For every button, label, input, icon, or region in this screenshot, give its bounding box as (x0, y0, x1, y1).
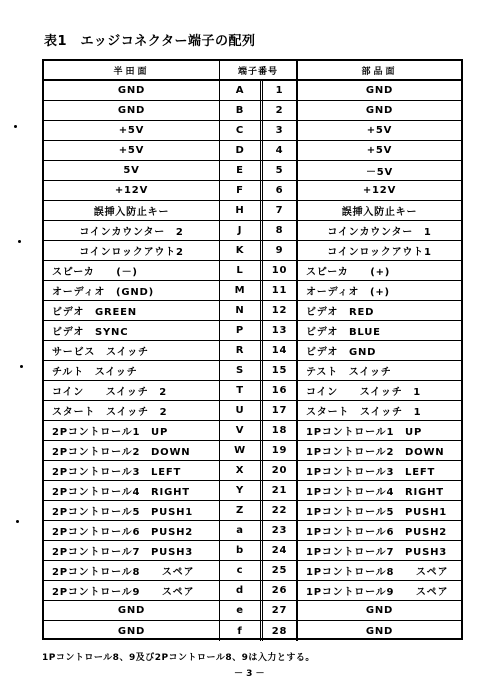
pin-letter: J (219, 221, 260, 240)
pin-number: 14 (260, 341, 296, 360)
solder-side-signal: 2Pコントロール7 PUSH3 (52, 547, 194, 558)
pin-letter: a (219, 521, 260, 540)
solder-side-signal: スタート スイッチ 2 (52, 407, 168, 418)
table-header-row (44, 61, 461, 81)
component-side-signal: +5V (296, 141, 461, 160)
table-row (44, 621, 461, 641)
header-pin-number: 端子番号 (219, 61, 296, 79)
solder-side-signal: チルト スイッチ (52, 367, 138, 378)
solder-side-signal: GND (117, 105, 146, 116)
component-side-signal: ビデオ BLUE (296, 321, 461, 340)
pin-letter: B (219, 101, 260, 120)
pin-letter: E (219, 161, 260, 180)
pin-number: 22 (260, 501, 296, 520)
pin-number: 3 (260, 121, 296, 140)
component-side-signal: 1Pコントロール1 UP (296, 421, 461, 440)
pin-number: 23 (260, 521, 296, 540)
header-solder-side: 半田面 (113, 66, 150, 77)
header-component-side: 部品面 (296, 61, 461, 79)
pin-letter: f (219, 621, 260, 641)
component-side-signal: 1Pコントロール5 PUSH1 (296, 501, 461, 520)
table-row (44, 561, 461, 581)
table-row (44, 281, 461, 301)
table-row (44, 481, 461, 501)
pin-number: 7 (260, 201, 296, 220)
pin-number: 11 (260, 281, 296, 300)
component-side-signal: ビデオ RED (296, 301, 461, 320)
component-side-signal: +5V (296, 121, 461, 140)
scan-speck (20, 365, 23, 368)
edge-connector-table (42, 59, 463, 640)
component-side-signal: GND (296, 621, 461, 641)
table-row (44, 501, 461, 521)
pin-letter: X (219, 461, 260, 480)
table-row (44, 321, 461, 341)
solder-side-signal: ビデオ SYNC (52, 327, 129, 338)
pin-letter: C (219, 121, 260, 140)
pin-number: 21 (260, 481, 296, 500)
solder-side-signal: ビデオ GREEN (52, 307, 137, 318)
pin-number: 17 (260, 401, 296, 420)
table-row (44, 81, 461, 101)
table-row (44, 581, 461, 601)
pin-number: 16 (260, 381, 296, 400)
table-row (44, 461, 461, 481)
pin-letter: P (219, 321, 260, 340)
pin-letter: A (219, 81, 260, 100)
component-side-signal: スタート スイッチ 1 (296, 401, 461, 420)
scan-speck (14, 125, 17, 128)
pin-number: 10 (260, 261, 296, 280)
solder-side-signal: 2Pコントロール4 RIGHT (52, 487, 190, 498)
component-side-signal: GND (296, 81, 461, 100)
table-row (44, 261, 461, 281)
component-side-signal: コインロックアウト1 (296, 241, 461, 260)
solder-side-signal: コインロックアウト2 (79, 247, 184, 258)
component-side-signal: 1Pコントロール8 スペア (296, 561, 461, 580)
pin-letter: W (219, 441, 260, 460)
pin-letter: Z (219, 501, 260, 520)
pin-letter: R (219, 341, 260, 360)
pin-number: 20 (260, 461, 296, 480)
solder-side-signal: +12V (114, 185, 149, 196)
pin-number: 8 (260, 221, 296, 240)
table-row (44, 541, 461, 561)
component-side-signal: 1Pコントロール7 PUSH3 (296, 541, 461, 560)
component-side-signal: コイン スイッチ 1 (296, 381, 461, 400)
pin-letter: L (219, 261, 260, 280)
table-row (44, 221, 461, 241)
table-row (44, 121, 461, 141)
table-row (44, 441, 461, 461)
component-side-signal: コインカウンター 1 (296, 221, 461, 240)
solder-side-signal: オーディオ (GND) (52, 287, 155, 298)
solder-side-signal: 2Pコントロール8 スペア (52, 567, 195, 578)
pin-number: 15 (260, 361, 296, 380)
pin-number: 25 (260, 561, 296, 580)
pin-letter: N (219, 301, 260, 320)
pin-letter: H (219, 201, 260, 220)
pin-letter: U (219, 401, 260, 420)
component-side-signal: －5V (296, 161, 461, 180)
pin-number: 5 (260, 161, 296, 180)
component-side-signal: +12V (296, 181, 461, 200)
pin-number: 27 (260, 601, 296, 620)
pin-letter: e (219, 601, 260, 620)
pin-letter: b (219, 541, 260, 560)
solder-side-signal: 2Pコントロール9 スペア (52, 587, 195, 598)
pin-letter: Y (219, 481, 260, 500)
component-side-signal: オーディオ (+) (296, 281, 461, 300)
solder-side-signal: GND (117, 85, 146, 96)
pin-letter: V (219, 421, 260, 440)
pin-number: 28 (260, 621, 296, 641)
pin-letter: d (219, 581, 260, 600)
component-side-signal: 1Pコントロール6 PUSH2 (296, 521, 461, 540)
solder-side-signal: コインカウンター 2 (79, 227, 184, 238)
table-row (44, 201, 461, 221)
pin-number: 26 (260, 581, 296, 600)
solder-side-signal: +5V (118, 145, 145, 156)
component-side-signal: GND (296, 101, 461, 120)
pin-number: 24 (260, 541, 296, 560)
component-side-signal: 1Pコントロール4 RIGHT (296, 481, 461, 500)
table-row (44, 601, 461, 621)
solder-side-signal: 2Pコントロール1 UP (52, 427, 169, 438)
pin-number: 4 (260, 141, 296, 160)
pin-number: 9 (260, 241, 296, 260)
component-side-signal: テスト スイッチ (296, 361, 461, 380)
pin-letter: K (219, 241, 260, 260)
table-row (44, 341, 461, 361)
pin-number: 18 (260, 421, 296, 440)
pin-number: 19 (260, 441, 296, 460)
solder-side-signal: スピーカ (－) (52, 267, 138, 278)
pin-letter: S (219, 361, 260, 380)
component-side-signal: 1Pコントロール3 LEFT (296, 461, 461, 480)
pin-number: 6 (260, 181, 296, 200)
pin-letter: F (219, 181, 260, 200)
scan-speck (18, 240, 21, 243)
solder-side-signal: 2Pコントロール3 LEFT (52, 467, 182, 478)
component-side-signal: スピーカ (+) (296, 261, 461, 280)
component-side-signal: GND (296, 601, 461, 620)
scan-speck (16, 520, 19, 523)
footnote: 1Pコントロール8、9及び2Pコントロール8、9は入力とする。 (42, 653, 315, 663)
component-side-signal: 1Pコントロール2 DOWN (296, 441, 461, 460)
solder-side-signal: +5V (118, 125, 145, 136)
solder-side-signal: 2Pコントロール6 PUSH2 (52, 527, 194, 538)
table-row (44, 361, 461, 381)
page-number: － 3 － (234, 669, 265, 679)
solder-side-signal: 2Pコントロール2 DOWN (52, 447, 191, 458)
table-row (44, 181, 461, 201)
pin-number: 13 (260, 321, 296, 340)
solder-side-signal: GND (117, 605, 146, 616)
pin-number: 2 (260, 101, 296, 120)
pin-number: 1 (260, 81, 296, 100)
pin-letter: M (219, 281, 260, 300)
solder-side-signal: GND (117, 625, 146, 637)
solder-side-signal: コイン スイッチ 2 (52, 387, 168, 398)
table-row (44, 421, 461, 441)
table-row (44, 401, 461, 421)
component-side-signal: ビデオ GND (296, 341, 461, 360)
pin-letter: T (219, 381, 260, 400)
pin-number: 12 (260, 301, 296, 320)
component-side-signal: 誤挿入防止キー (296, 201, 461, 220)
solder-side-signal: 5V (123, 165, 140, 176)
pin-letter: D (219, 141, 260, 160)
solder-side-signal: 誤挿入防止キー (93, 207, 170, 218)
solder-side-signal: サービス スイッチ (52, 347, 149, 358)
table-row (44, 141, 461, 161)
table-row (44, 241, 461, 261)
table-row (44, 301, 461, 321)
component-side-signal: 1Pコントロール9 スペア (296, 581, 461, 600)
table-row (44, 521, 461, 541)
table-row (44, 161, 461, 181)
table-row (44, 101, 461, 121)
table-row (44, 381, 461, 401)
table-title: 表1 エッジコネクター端子の配列 (44, 34, 256, 49)
pin-letter: c (219, 561, 260, 580)
solder-side-signal: 2Pコントロール5 PUSH1 (52, 507, 194, 518)
